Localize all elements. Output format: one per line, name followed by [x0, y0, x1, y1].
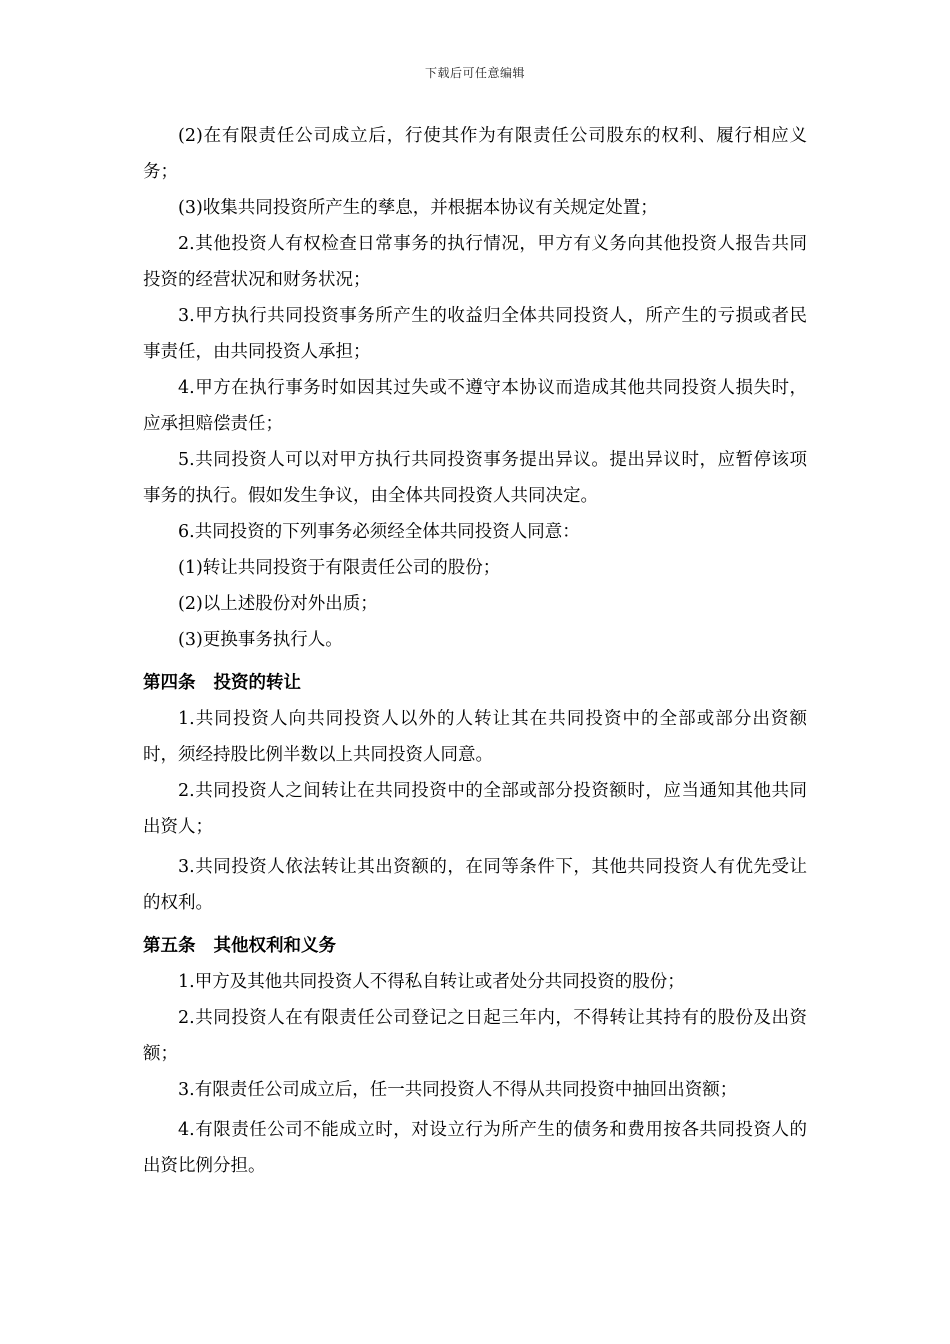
page-header: 下载后可任意编辑 — [424, 66, 525, 80]
paragraph: 3.甲方执行共同投资事务所产生的收益归全体共同投资人，所产生的亏损或者民事责任，由共同投资人承担； — [143, 306, 807, 362]
article-4-item: 1.共同投资人向共同投资人以外的人转让其在共同投资中的全部或部分出资额时，须经持股比例半数以上共同投资人同意。 — [143, 709, 807, 765]
article-5-item: 3.有限责任公司成立后，任一共同投资人不得从共同投资中抽回出资额； — [178, 1080, 738, 1100]
paragraph: 4.甲方在执行事务时如因其过失或不遵守本协议而造成其他共同投资人损失时，应承担赔偿责任； — [143, 378, 807, 434]
paragraph: (3)更换事务执行人。 — [178, 630, 343, 650]
article-5-item: 4.有限责任公司不能成立时，对设立行为所产生的债务和费用按各共同投资人的出资比例分担。 — [143, 1120, 807, 1176]
article-4-title: 投资的转让 — [213, 673, 301, 693]
article-5-item: 1.甲方及其他共同投资人不得私自转让或者处分共同投资的股份； — [178, 972, 685, 992]
article-4-item: 3.共同投资人依法转让其出资额的，在同等条件下，其他共同投资人有优先受让的权利。 — [143, 857, 807, 913]
article-5-title: 其他权利和义务 — [213, 936, 336, 956]
article-4-item: 2.共同投资人之间转让在共同投资中的全部或部分投资额时，应当通知其他共同出资人； — [143, 781, 807, 837]
paragraph: 2.其他投资人有权检查日常事务的执行情况，甲方有义务向其他投资人报告共同投资的经营状况和财务状况； — [143, 234, 807, 290]
article-4-heading — [143, 665, 807, 701]
paragraph: 6.共同投资的下列事务必须经全体共同投资人同意： — [178, 522, 580, 542]
paragraph: (2)以上述股份对外出质； — [178, 594, 378, 614]
paragraph: 5.共同投资人可以对甲方执行共同投资事务提出异议。提出异议时，应暂停该项事务的执行。假如发生争议，由全体共同投资人共同决定。 — [143, 450, 807, 506]
article-5-item: 2.共同投资人在有限责任公司登记之日起三年内，不得转让其持有的股份及出资额； — [143, 1008, 807, 1064]
document-body — [143, 118, 807, 1184]
paragraph: (2)在有限责任公司成立后，行使其作为有限责任公司股东的权利、履行相应义务； — [143, 126, 807, 182]
paragraph: (3)收集共同投资所产生的孳息，并根据本协议有关规定处置； — [178, 198, 658, 218]
article-5-heading — [143, 928, 807, 964]
article-4-number: 第四条 — [143, 673, 196, 693]
article-5-number: 第五条 — [143, 936, 196, 956]
paragraph: (1)转让共同投资于有限责任公司的股份； — [178, 558, 501, 578]
